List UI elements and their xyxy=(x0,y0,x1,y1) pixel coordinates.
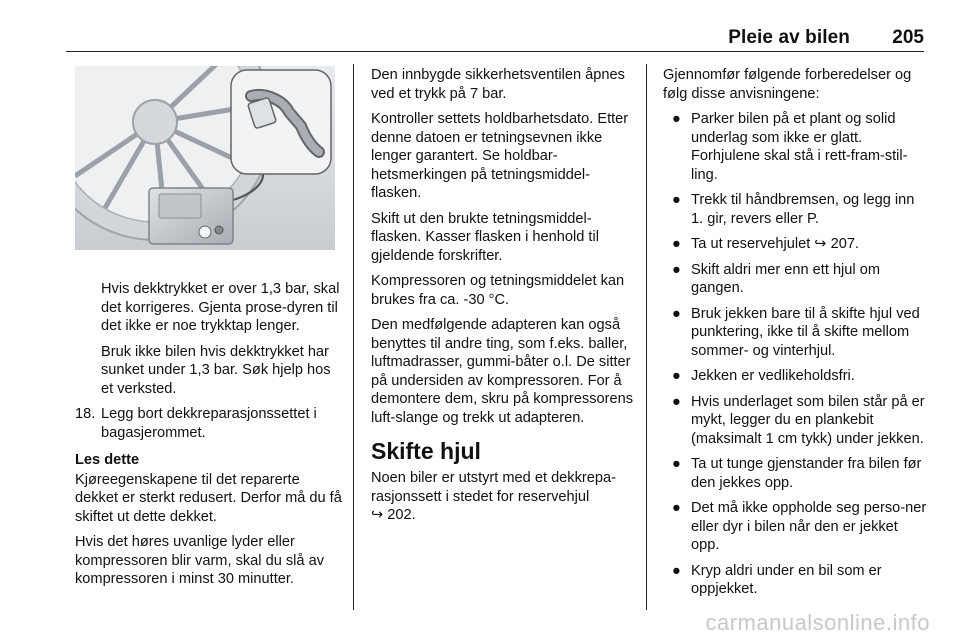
numbered-step xyxy=(75,405,343,442)
paragraph: Den innbygde sikkerhetsventilen åpnes ved et trykk på 7 bar. xyxy=(371,67,625,102)
list-item-text: Det må ikke oppholde seg perso-ner eller dyr i bilen når den er jekket opp. xyxy=(691,500,927,553)
list-item xyxy=(663,455,927,492)
list-item-text: Trekk til håndbremsen, og legg inn 1. gir, revers eller P. xyxy=(691,192,915,227)
list-item xyxy=(663,367,927,386)
step-text: Legg bort dekkreparasjonssettet i bagasjerommet. xyxy=(101,406,317,441)
watermark: carmanualsonline.info xyxy=(705,610,930,635)
bullet-icon: ● xyxy=(672,393,681,410)
paragraph: Bruk ikke bilen hvis dekktrykket har sunket under 1,3 bar. Søk hjelp hos et verksted. xyxy=(101,343,331,397)
paragraph-text: Noen biler er utstyrt med et dekkrepa-rasjonssett i stedet for reservehjul xyxy=(371,470,616,505)
column-1 xyxy=(75,280,343,596)
list-item-text: Bruk jekken bare til å skifte hjul ved punktering, ikke til å skifte mellom sommer- og vinterhjul. xyxy=(691,305,920,359)
bullet-icon: ● xyxy=(672,368,681,384)
tire-repair-kit-illustration xyxy=(75,66,335,250)
paragraph: Kontroller settets holdbarhetsdato. Etter denne datoen er tetningsevnen ikke lenger garantert. Se holdbar-hetsmerkingen på tetningsmiddel-flasken. xyxy=(371,111,629,201)
list-item-text: Parker bilen på et plant og solid underlag som ikke er glatt. Forhjulene skal stå i rett-fram-stil-ling. xyxy=(691,111,908,183)
paragraph: Den medfølgende adapteren kan også benyttes til andre ting, som f.eks. baller, luftmadrasser, gummi-båter o.l. De sitter på undersiden av kompressoren. For å demontere dem, skru på kompressorens luft-slange og trekk ut adapteren. xyxy=(371,317,633,426)
list-item xyxy=(663,393,927,449)
column-divider-1 xyxy=(353,64,354,610)
list-item-text: Ta ut reservehjulet ↪ 207. xyxy=(691,236,859,252)
bullet-icon: ● xyxy=(672,456,681,472)
page-number: 205 xyxy=(892,27,924,48)
header-rule xyxy=(66,51,924,52)
bullet-icon: ● xyxy=(672,500,681,516)
list-item xyxy=(663,261,927,298)
note-heading: Les dette xyxy=(75,452,140,468)
list-item xyxy=(663,562,927,599)
list-item-text: Skift aldri mer enn ett hjul om gangen. xyxy=(691,261,880,296)
list-item xyxy=(663,305,927,361)
list-item-text: Jekken er vedlikeholdsfri. xyxy=(691,368,855,384)
bullet-icon: ● xyxy=(672,192,681,208)
paragraph: Kompressoren og tetningsmiddelet kan brukes fra ca. -30 °C. xyxy=(371,273,625,308)
bullet-icon: ● xyxy=(672,305,681,322)
paragraph: Hvis det høres uvanlige lyder eller kompressoren blir varm, skal du slå av kompressoren i minst 30 minutter. xyxy=(75,534,324,587)
paragraph: Hvis dekktrykket er over 1,3 bar, skal det korrigeres. Gjenta prose-dyren til det ikke er noe trykktap lenger. xyxy=(101,281,340,334)
list-item-text: Ta ut tunge gjenstander fra bilen før den jekkes opp. xyxy=(691,456,922,491)
note-text: Kjøreegenskapene til det reparerte dekket er sterkt redusert. Derfor må du få skiftet ut dette dekket. xyxy=(75,471,342,525)
paragraph: Skift ut den brukte tetningsmiddel-flasken. Kasser flasken i henhold til gjeldende forskrifter. xyxy=(371,210,599,264)
bullet-icon: ● xyxy=(672,111,681,127)
page-title: Pleie av bilen xyxy=(728,27,850,48)
list-item xyxy=(663,499,927,555)
bullet-icon: ● xyxy=(672,261,681,278)
page-reference-link[interactable]: ↪ 202. xyxy=(371,507,416,523)
bullet-icon: ● xyxy=(672,562,681,579)
column-2 xyxy=(371,66,635,532)
page-header xyxy=(0,0,960,52)
step-number: 18. xyxy=(75,406,96,422)
compressor-icon xyxy=(149,188,233,244)
list-item xyxy=(663,235,927,254)
list-item xyxy=(663,110,927,184)
paragraph: Gjennomfør følgende forberedelser og følg disse anvisningene: xyxy=(663,67,912,102)
list-item xyxy=(663,191,927,228)
column-divider-2 xyxy=(646,64,647,610)
valve-detail-inset xyxy=(231,70,331,174)
list-item-text: Hvis underlaget som bilen står på er mykt, legger du en plankebit (maksimalt 1 cm tykk) under jekken. xyxy=(691,393,925,447)
list-item-text: Kryp aldri under en bil som er oppjekket. xyxy=(691,562,882,597)
section-heading: Skifte hjul xyxy=(371,438,481,464)
paragraph xyxy=(371,469,635,525)
bullet-icon: ● xyxy=(672,236,681,252)
column-3 xyxy=(663,66,927,606)
